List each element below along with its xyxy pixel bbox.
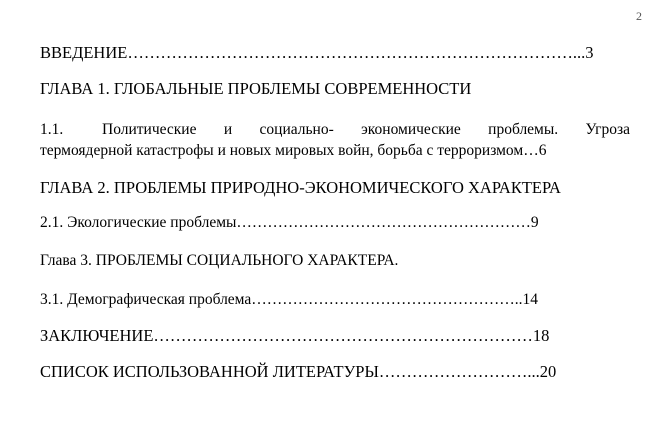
toc-entry-chapter-3: Глава 3. ПРОБЛЕМЫ СОЦИАЛЬНОГО ХАРАКТЕРА. — [40, 252, 399, 269]
toc-entry-references: СПИСОК ИСПОЛЬЗОВАННОЙ ЛИТЕРАТУРЫ………………………...20 — [40, 362, 557, 381]
toc-entry-section-1-1-line-1 — [40, 119, 630, 140]
toc-entry-chapter-2: ГЛАВА 2. ПРОБЛЕМЫ ПРИРОДНО-ЭКОНОМИЧЕСКОГО ХАРАКТЕРА — [40, 178, 561, 197]
section-number: 1.1. — [40, 121, 64, 138]
section-title-part-1: Политические и социально- экономические проблемы. Угроза — [102, 121, 630, 138]
toc-entry-conclusion: ЗАКЛЮЧЕНИЕ……………………………………………………………18 — [40, 326, 550, 345]
page-number: 2 — [636, 9, 642, 23]
toc-entry-chapter-1: ГЛАВА 1. ГЛОБАЛЬНЫЕ ПРОБЛЕМЫ СОВРЕМЕННОСТИ — [40, 79, 472, 98]
toc-entry-section-2-1: 2.1. Экологические проблемы…………………………………………………9 — [40, 214, 539, 231]
toc-entry-section-1-1-line-2: термоядерной катастрофы и новых мировых войн, борьба с терроризмом…6 — [40, 142, 547, 159]
toc-entry-introduction: ВВЕДЕНИЕ………………………………………………………………………...3 — [40, 43, 594, 62]
toc-entry-section-3-1: 3.1. Демографическая проблема……………………………………………..14 — [40, 291, 539, 308]
